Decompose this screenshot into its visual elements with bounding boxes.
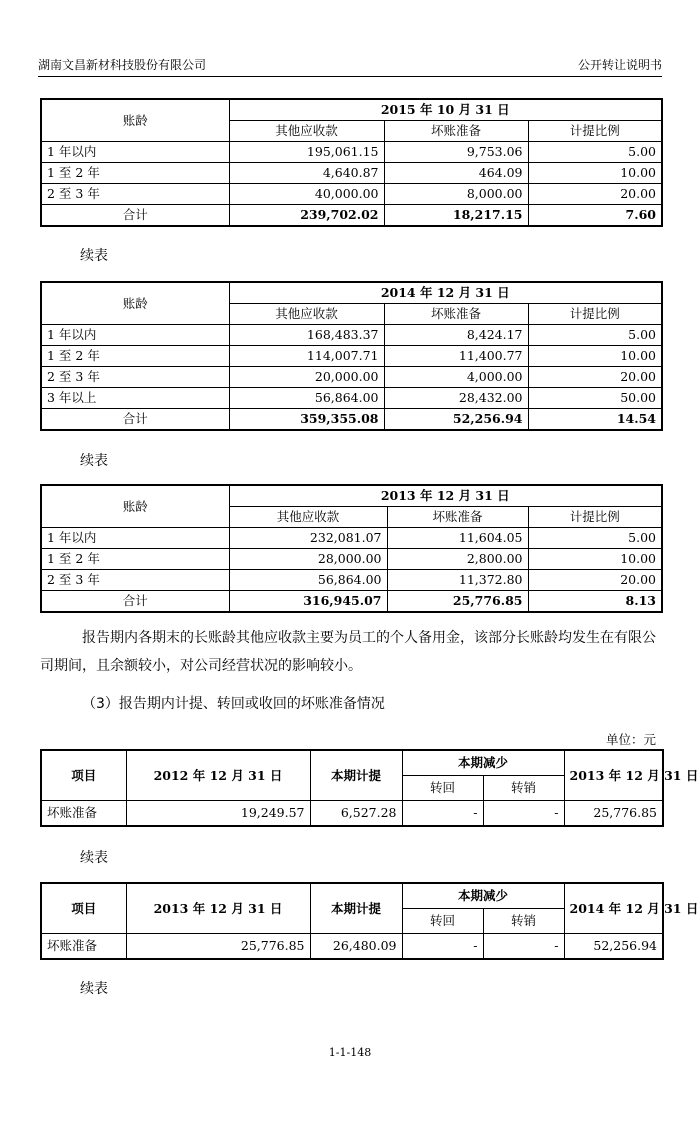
- table-row: 2 至 3 年 56,864.00 11,372.80 20.00: [41, 570, 662, 591]
- company-name: 湖南文昌新材科技股份有限公司: [38, 58, 207, 72]
- continued-label: 续表: [80, 248, 108, 264]
- end-date-header: 2013 年 12 月 31 日: [564, 750, 663, 801]
- table-row: 坏账准备 25,776.85 26,480.09 - - 52,256.94: [41, 934, 663, 960]
- ratio-header: 计提比例: [528, 304, 662, 325]
- unit-label: 单位：元: [605, 732, 656, 747]
- bad-debt-header: 坏账准备: [384, 304, 528, 325]
- item-header: 项目: [41, 883, 126, 934]
- provision-header: 本期计提: [310, 750, 402, 801]
- ratio-header: 计提比例: [528, 121, 662, 142]
- reverse-header: 转回: [402, 909, 483, 934]
- total-row: 合计 359,355.08 52,256.94 14.54: [41, 409, 662, 431]
- bad-debt-movement-2014: [40, 882, 699, 960]
- section-subheading: （3）报告期内计提、转回或收回的坏账准备情况: [82, 696, 385, 712]
- aging-header: 账龄: [41, 282, 229, 325]
- continued-label: 续表: [80, 453, 108, 469]
- writeoff-header: 转销: [483, 909, 564, 934]
- end-date-header: 2014 年 12 月 31 日: [564, 883, 663, 934]
- other-receivables-header: 其他应收款: [229, 121, 384, 142]
- page-header: [38, 52, 662, 77]
- table-row: 1 至 2 年 4,640.87 464.09 10.00: [41, 163, 662, 184]
- explanation-paragraph: 报告期内各期末的长账龄其他应收款主要为员工的个人备用金，该部分长账龄均发生在有限公司期间，且余额较小，对公司经营状况的影响较小。: [40, 630, 656, 674]
- table-row: 2 至 3 年 20,000.00 4,000.00 20.00: [41, 367, 662, 388]
- other-receivables-header: 其他应收款: [229, 507, 387, 528]
- table-row: 3 年以上 56,864.00 28,432.00 50.00: [41, 388, 662, 409]
- bad-debt-header: 坏账准备: [384, 121, 528, 142]
- provision-header: 本期计提: [310, 883, 402, 934]
- aging-header: 账龄: [41, 99, 229, 142]
- date-header: 2014 年 12 月 31 日: [229, 282, 662, 304]
- continued-label: 续表: [80, 850, 108, 866]
- date-header: 2013 年 12 月 31 日: [229, 485, 662, 507]
- table-row: 1 年以内 232,081.07 11,604.05 5.00: [41, 528, 662, 549]
- decrease-header: 本期减少: [402, 883, 564, 909]
- table-row: 坏账准备 19,249.57 6,527.28 - - 25,776.85: [41, 801, 663, 827]
- table-row: 1 年以内 168,483.37 8,424.17 5.00: [41, 325, 662, 346]
- ratio-header: 计提比例: [528, 507, 662, 528]
- document-title: 公开转让说明书: [577, 58, 662, 72]
- start-date-header: 2012 年 12 月 31 日: [126, 750, 310, 801]
- writeoff-header: 转销: [483, 776, 564, 801]
- other-receivables-header: 其他应收款: [229, 304, 384, 325]
- item-header: 项目: [41, 750, 126, 801]
- start-date-header: 2013 年 12 月 31 日: [126, 883, 310, 934]
- table-row: 1 至 2 年 28,000.00 2,800.00 10.00: [41, 549, 662, 570]
- aging-table-2014: [40, 281, 663, 431]
- aging-table-2015: [40, 98, 663, 227]
- page-number: 1-1-148: [328, 1046, 372, 1059]
- aging-header: 账龄: [41, 485, 229, 528]
- table-row: 1 年以内 195,061.15 9,753.06 5.00: [41, 142, 662, 163]
- table-row: 1 至 2 年 114,007.71 11,400.77 10.00: [41, 346, 662, 367]
- bad-debt-movement-2013: [40, 749, 699, 827]
- table-row: 2 至 3 年 40,000.00 8,000.00 20.00: [41, 184, 662, 205]
- bad-debt-header: 坏账准备: [387, 507, 528, 528]
- continued-label: 续表: [80, 981, 108, 997]
- decrease-header: 本期减少: [402, 750, 564, 776]
- reverse-header: 转回: [402, 776, 483, 801]
- date-header: 2015 年 10 月 31 日: [229, 99, 662, 121]
- total-row: 合计 239,702.02 18,217.15 7.60: [41, 205, 662, 227]
- aging-table-2013: [40, 484, 663, 613]
- total-row: 合计 316,945.07 25,776.85 8.13: [41, 591, 662, 613]
